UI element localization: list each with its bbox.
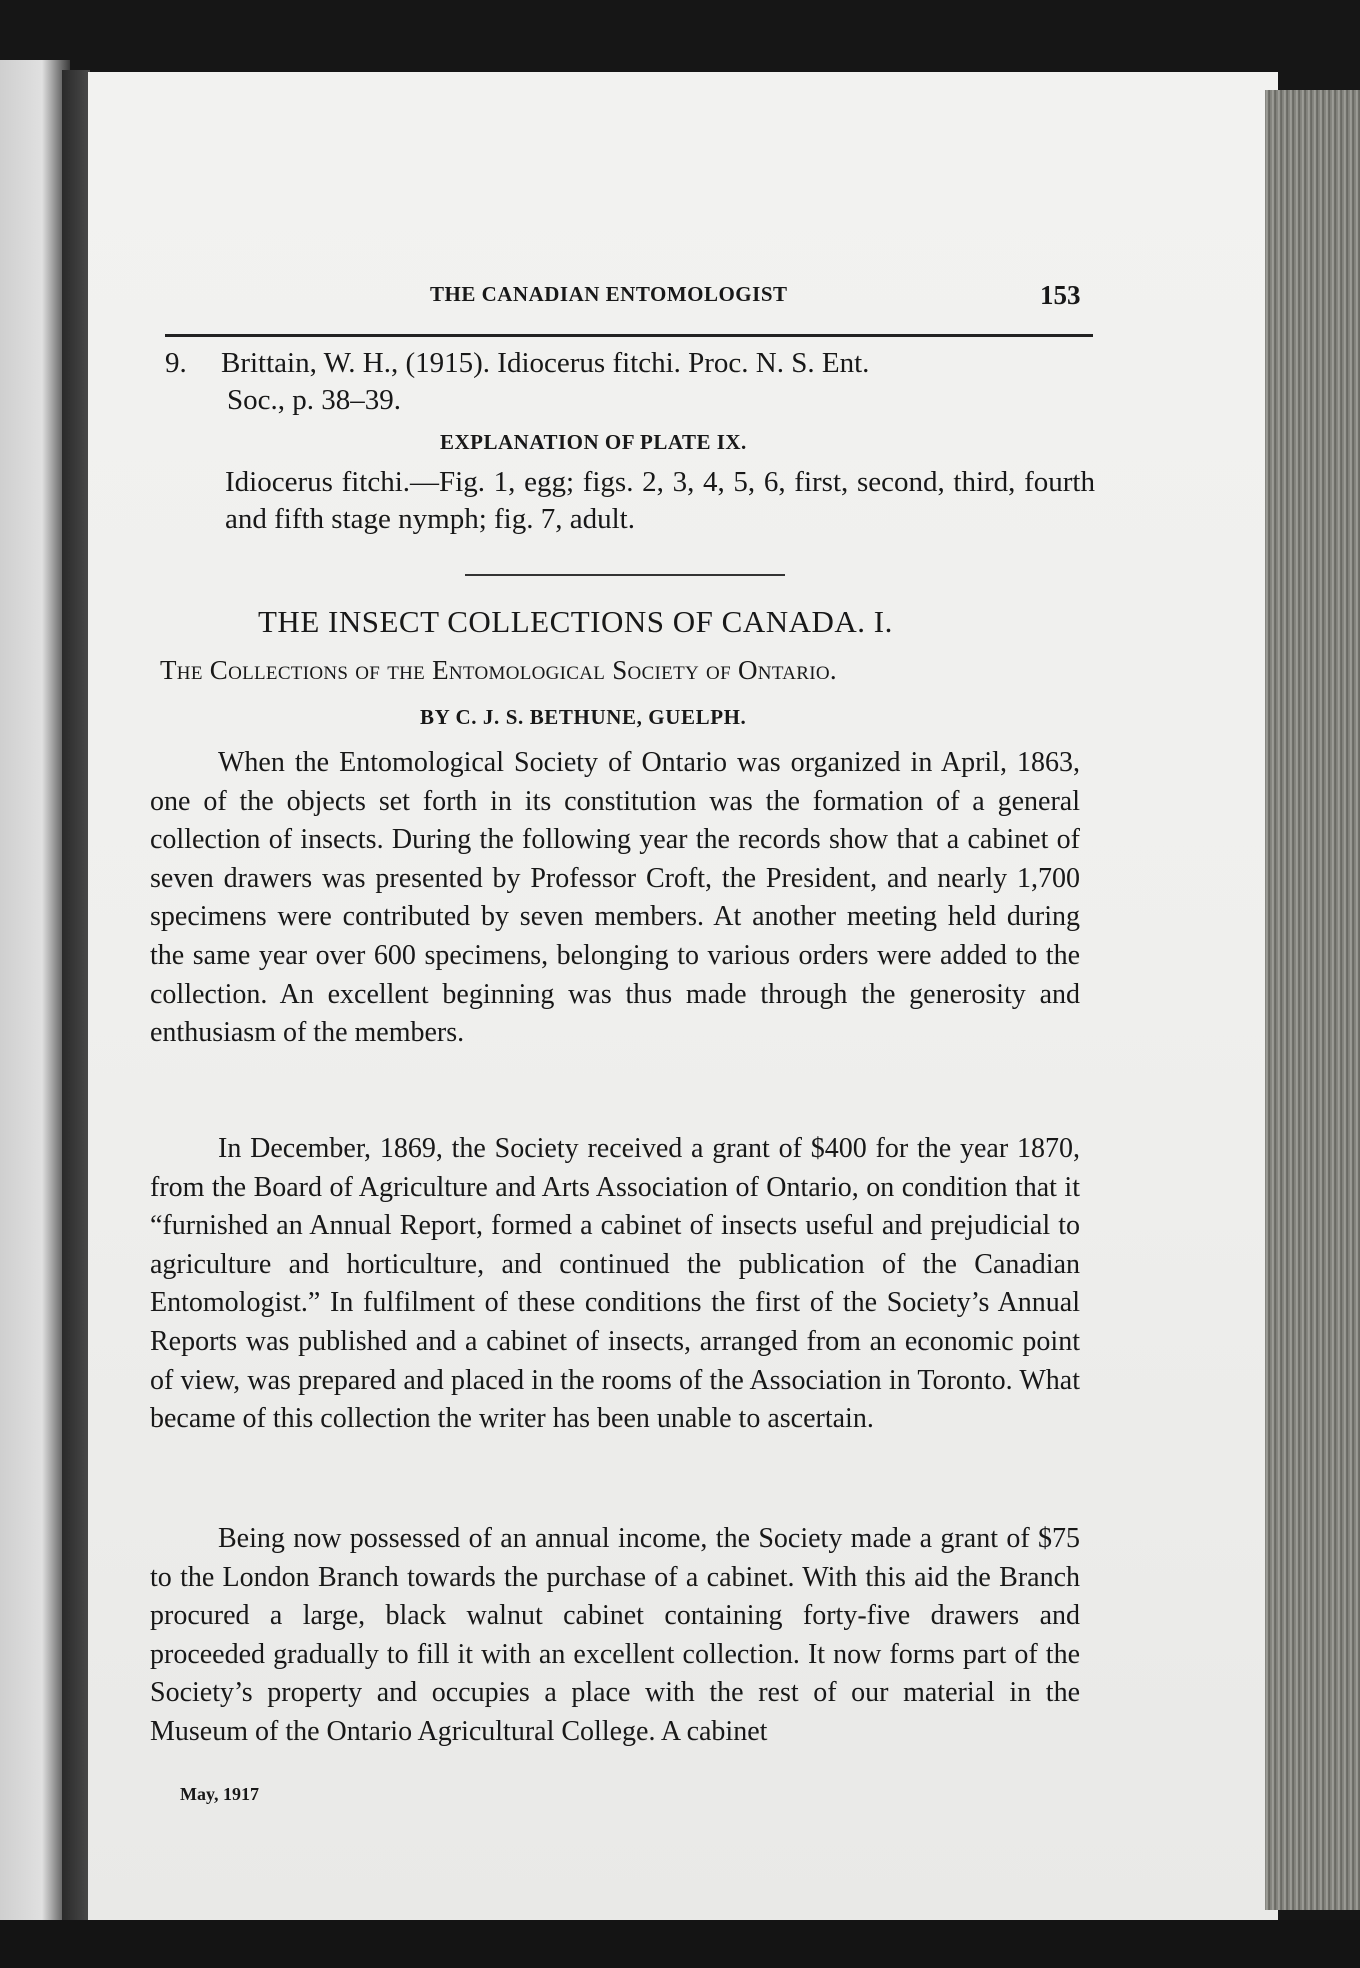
paragraph-text: When the Entomological Society of Ontario was organized in April, 1863, one of the objects set forth in its constitution was the formation of a general collection of insects. During the following year the records show that a cabinet of seven drawers was presented by Professor Croft, the President, and nearly 1,700 specimens were contributed by seven members. At another meeting held during the same year over 600 specimens, belonging to various orders were added to the collection. An excellent beginning was thus made through the generosity and enthusiasm of the members. xyxy=(150,747,1080,1049)
article-subtitle: The Collections of the Entomological Society of Ontario. xyxy=(160,655,837,685)
plate-explanation xyxy=(165,464,1095,538)
paragraph-text: In December, 1869, the Society received a grant of $400 for the year 1870, from the Board of Agriculture and Arts Association of Ontario, on condition that it “furnished an Annual Report, formed a cabinet of insects useful and prejudicial to agriculture and horticulture, and continued the publication of the Canadian Entomologist.” In fulfilment of these conditions the first of the Society’s Annual Reports was published and a cabinet of insects, arranged from an economic point of view, was prepared and placed in the rooms of the Association in Toronto. What became of this collection the writer has been unable to ascertain. xyxy=(150,1133,1080,1435)
reference-line-1: Brittain, W. H., (1915). Idiocerus fitchi. Proc. N. S. Ent. xyxy=(221,347,870,379)
reference-number: 9. xyxy=(165,347,187,379)
left-page-edge xyxy=(0,60,70,1920)
page-number: 153 xyxy=(1040,280,1081,310)
reference-entry xyxy=(165,345,1095,419)
plate-explanation-text: Idiocerus fitchi.—Fig. 1, egg; figs. 2, 3, 4, 5, 6, first, second, third, fourth and fifth stage nymph; fig. 7, adult. xyxy=(225,466,1095,535)
bottom-shadow xyxy=(0,1920,1360,1968)
header-rule xyxy=(165,334,1093,337)
paragraph-text: Being now possessed of an annual income, the Society made a grant of $75 to the London Branch towards the purchase of a cabinet. With this aid the Branch procured a large, black walnut cabinet containing forty-five drawers and proceeded gradually to fill it with an excellent collection. It now forms part of the Society’s property and occupies a place with the rest of our material in the Museum of the Ontario Agricultural College. A cabinet xyxy=(150,1523,1080,1747)
byline: BY C. J. S. BETHUNE, GUELPH. xyxy=(420,705,747,729)
book-gutter xyxy=(62,70,90,1930)
reference-line-2: Soc., p. 38–39. xyxy=(227,384,401,416)
footer-date: May, 1917 xyxy=(180,1784,259,1804)
running-head: THE CANADIAN ENTOMOLOGIST xyxy=(430,282,788,306)
section-divider xyxy=(465,574,785,576)
article-title: THE INSECT COLLECTIONS OF CANADA. I. xyxy=(258,604,893,639)
plate-heading: EXPLANATION OF PLATE IX. xyxy=(440,430,747,454)
body-paragraph-1 xyxy=(150,744,1080,1053)
body-paragraph-3 xyxy=(150,1520,1080,1752)
page-stack-edge xyxy=(1265,90,1360,1910)
body-paragraph-2 xyxy=(150,1130,1080,1439)
